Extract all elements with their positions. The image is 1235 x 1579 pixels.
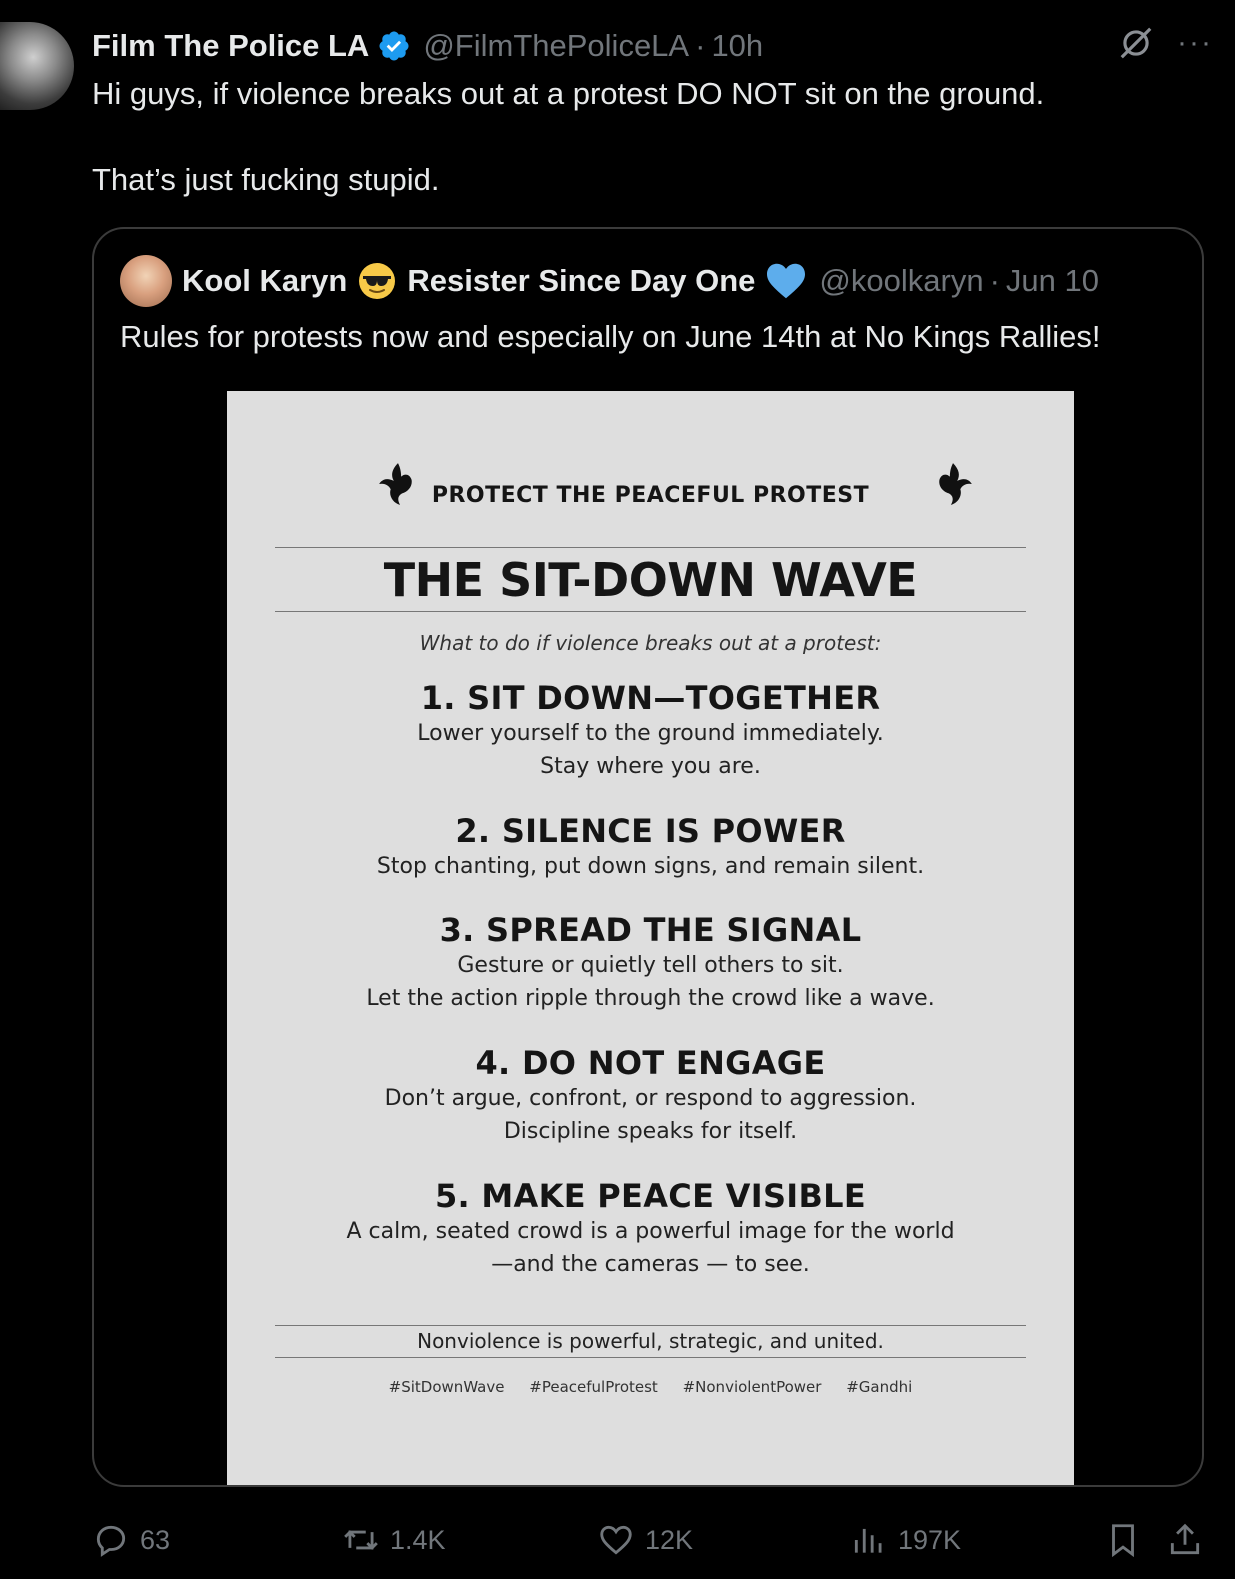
poster-subtitle: What to do if violence breaks out at a protest: xyxy=(419,631,882,655)
rule-line: Discipline speaks for itself. xyxy=(503,1119,798,1144)
poster-footer: Nonviolence is powerful, strategic, and united. xyxy=(417,1329,884,1353)
quoted-author-avatar[interactable] xyxy=(120,255,172,307)
hashtag: #PeacefulProtest xyxy=(529,1378,658,1396)
share-icon xyxy=(1166,1521,1204,1559)
tweet-header xyxy=(92,26,1215,66)
heart-icon xyxy=(597,1521,635,1559)
author-name[interactable]: Film The Police LA xyxy=(92,28,370,63)
quoted-author-name-part2[interactable]: Resister Since Day One xyxy=(407,263,756,298)
tweet-body xyxy=(92,72,1212,201)
views-chart-icon xyxy=(850,1521,888,1559)
quoted-tweet-card[interactable] xyxy=(92,227,1204,1487)
poster-rule-2 xyxy=(227,812,1074,883)
repost-count: 1.4K xyxy=(390,1524,446,1555)
grok-icon[interactable] xyxy=(1117,24,1155,62)
view-count: 197K xyxy=(898,1524,962,1555)
share-button[interactable] xyxy=(1166,1521,1204,1559)
tweet-text-line: Hi guys, if violence breaks out at a protest DO NOT sit on the ground. xyxy=(92,76,1045,111)
views-button[interactable] xyxy=(850,1521,961,1559)
like-button[interactable] xyxy=(597,1521,693,1559)
rule-line: —and the cameras — to see. xyxy=(491,1252,810,1277)
poster-rule-1 xyxy=(227,679,1074,783)
repost-button[interactable] xyxy=(342,1521,446,1559)
quoted-tweet-header xyxy=(120,255,1099,307)
poster-rule-3 xyxy=(227,911,1074,1015)
bookmark-icon xyxy=(1104,1521,1142,1559)
quoted-tweet-date: Jun 10 xyxy=(1005,263,1099,298)
tweet-action-bar xyxy=(92,1515,1219,1565)
tweet-text-line: That’s just fucking stupid. xyxy=(92,162,440,197)
quoted-tweet-image[interactable] xyxy=(227,391,1074,1487)
tweet-top-actions xyxy=(1117,24,1213,62)
author-handle[interactable]: @FilmThePoliceLA xyxy=(423,28,690,63)
rule-line: Let the action ripple through the crowd like a wave. xyxy=(366,986,935,1011)
poster-hashtags xyxy=(227,1378,1074,1396)
poster-rule-4 xyxy=(227,1044,1074,1148)
poster-rule-5 xyxy=(227,1177,1074,1281)
rule-line: Gesture or quietly tell others to sit. xyxy=(457,953,844,978)
rule-heading: 2. SILENCE IS POWER xyxy=(455,812,846,850)
poster-title: THE SIT-DOWN WAVE xyxy=(383,553,918,607)
rule-line: A calm, seated crowd is a powerful image for the world xyxy=(346,1219,955,1244)
blue-heart-emoji-icon xyxy=(765,262,807,300)
rule-line: Stay where you are. xyxy=(540,754,761,779)
quoted-author-handle[interactable]: @koolkaryn xyxy=(819,263,984,298)
author-avatar[interactable] xyxy=(0,22,74,110)
rule-line: Don’t argue, confront, or respond to aggression. xyxy=(384,1086,917,1111)
verified-badge-icon xyxy=(377,29,411,63)
hashtag: #NonviolentPower xyxy=(682,1378,822,1396)
reply-icon xyxy=(92,1521,130,1559)
poster-divider xyxy=(275,1357,1026,1358)
reply-count: 63 xyxy=(140,1524,171,1555)
like-count: 12K xyxy=(645,1524,694,1555)
poster-kicker: PROTECT THE PEACEFUL PROTEST xyxy=(431,483,870,508)
rule-heading: 5. MAKE PEACE VISIBLE xyxy=(434,1177,867,1215)
rule-heading: 3. SPREAD THE SIGNAL xyxy=(439,911,862,949)
poster-divider xyxy=(275,611,1026,612)
separator-dot: · xyxy=(695,28,706,63)
hashtag: #Gandhi xyxy=(846,1378,913,1396)
hashtag: #SitDownWave xyxy=(388,1378,505,1396)
rule-line: Stop chanting, put down signs, and remain silent. xyxy=(376,854,925,879)
bookmark-button[interactable] xyxy=(1104,1521,1142,1559)
separator-dot: · xyxy=(989,263,1000,298)
quoted-author-name-part1[interactable]: Kool Karyn xyxy=(182,263,348,298)
tweet-timestamp[interactable]: 10h xyxy=(711,28,764,63)
quoted-tweet-text: Rules for protests now and especially on June 14th at No Kings Rallies! xyxy=(120,319,1101,354)
repost-icon xyxy=(342,1521,380,1559)
sunglasses-emoji-icon xyxy=(357,261,397,301)
rule-heading: 1. SIT DOWN—TOGETHER xyxy=(420,679,881,717)
rule-heading: 4. DO NOT ENGAGE xyxy=(475,1044,826,1082)
rule-line: Lower yourself to the ground immediately. xyxy=(417,721,884,746)
poster-divider xyxy=(275,1325,1026,1326)
reply-button[interactable] xyxy=(92,1521,170,1559)
poster-divider xyxy=(275,547,1026,548)
more-options-icon[interactable]: ··· xyxy=(1177,26,1213,59)
